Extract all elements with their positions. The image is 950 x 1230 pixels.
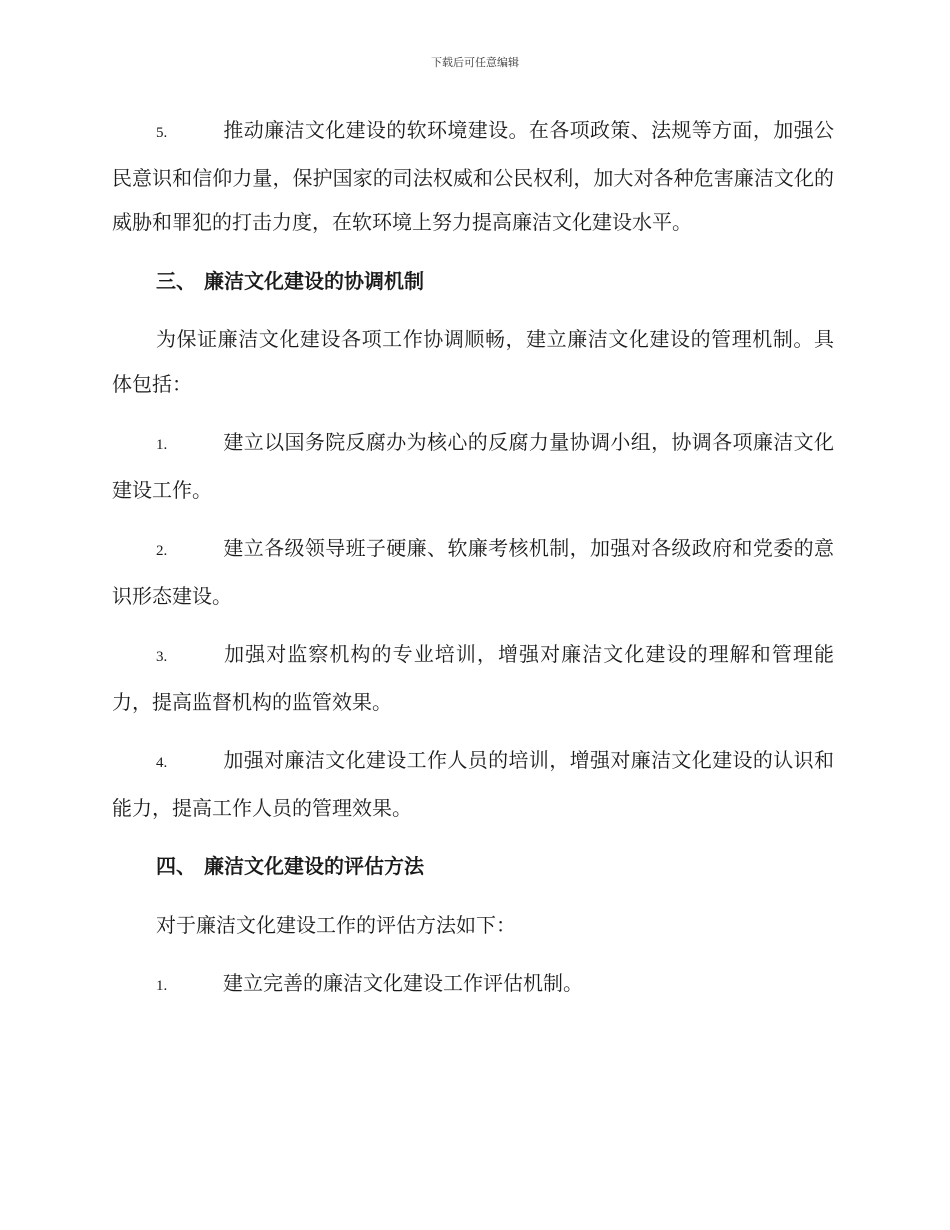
list-item-text: 建立各级领导班子硬廉、软廉考核机制，加强对各级政府和党委的意识形态建设。 bbox=[112, 536, 834, 608]
list-item-1 bbox=[112, 420, 834, 512]
list-item-4 bbox=[112, 738, 834, 830]
list-item-1 bbox=[112, 961, 834, 1009]
list-item-3 bbox=[112, 632, 834, 724]
list-item-text: 推动廉洁文化建设的软环境建设。在各项政策、法规等方面，加强公民意识和信仰力量，保护国家的司法权威和公民权利，加大对各种危害廉洁文化的威胁和罪犯的打击力度，在软环境上努力提高廉洁文化建设水平。 bbox=[112, 118, 834, 234]
list-number: 4. bbox=[156, 755, 168, 771]
section-heading-3 bbox=[112, 259, 834, 304]
section-title: 廉洁文化建设的评估方法 bbox=[204, 854, 424, 878]
section-intro-paragraph bbox=[112, 903, 834, 948]
list-item-text: 建立以国务院反腐办为核心的反腐力量协调小组，协调各项廉洁文化建设工作。 bbox=[112, 430, 834, 502]
list-item-5 bbox=[112, 108, 834, 245]
list-item-text: 建立完善的廉洁文化建设工作评估机制。 bbox=[223, 971, 583, 995]
document-body bbox=[112, 108, 834, 1023]
list-item-2 bbox=[112, 526, 834, 618]
section-number: 三、 bbox=[156, 268, 196, 293]
section-heading-4 bbox=[112, 844, 834, 889]
section-number: 四、 bbox=[156, 854, 196, 878]
section-intro-paragraph bbox=[112, 317, 834, 406]
page-header: 下载后可任意编辑 bbox=[431, 56, 519, 69]
list-item-text: 加强对廉洁文化建设工作人员的培训，增强对廉洁文化建设的认识和能力，提高工作人员的管理效果。 bbox=[112, 748, 834, 820]
list-number: 3. bbox=[156, 649, 168, 665]
list-item-text: 加强对监察机构的专业培训，增强对廉洁文化建设的理解和管理能力，提高监督机构的监管效果。 bbox=[112, 642, 834, 714]
section-title: 廉洁文化建设的协调机制 bbox=[204, 268, 424, 293]
list-number: 5. bbox=[156, 125, 168, 141]
list-number: 2. bbox=[156, 543, 168, 559]
list-number: 1. bbox=[156, 437, 168, 453]
paragraph-text: 对于廉洁文化建设工作的评估方法如下： bbox=[156, 912, 516, 937]
paragraph-text: 为保证廉洁文化建设各项工作协调顺畅，建立廉洁文化建设的管理机制。具体包括： bbox=[112, 327, 834, 396]
list-number: 1. bbox=[156, 978, 168, 994]
